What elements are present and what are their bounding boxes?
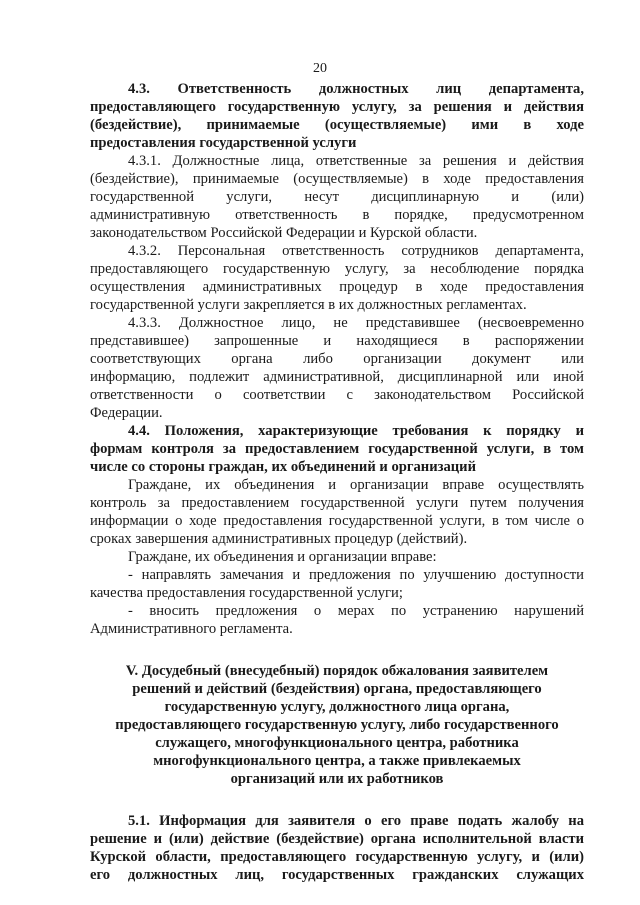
text-line: Граждане, их объединения и организации вправе осуществлять (128, 477, 584, 493)
section-5-1-heading (90, 812, 584, 884)
document-body (90, 80, 584, 884)
text-line: государственную услугу, должностного лица органа, (164, 699, 510, 715)
text-line: ответственности о соответствии с законодательством Российской (90, 387, 584, 403)
text-line: предоставляющего государственную услугу, либо государственного (115, 717, 559, 733)
text-line: 4.3.2. Персональная ответственность сотрудников департамента, (128, 243, 584, 259)
text-line: предоставляющего государственную услугу, за несоблюдение порядка (90, 261, 584, 277)
text-line: 4.3. Ответственность должностных лиц департамента, (128, 81, 584, 97)
text-line: Курской области, предоставляющего государственную услугу, и (или) (90, 849, 584, 865)
text-line: V. Досудебный (внесудебный) порядок обжалования заявителем (125, 663, 549, 679)
text-line: формам контроля за предоставлением государственной услуги, в том (90, 441, 584, 457)
paragraph-4-4-2 (90, 548, 584, 566)
text-line: организаций или их работников (230, 771, 444, 787)
paragraph-4-4-1 (90, 476, 584, 548)
text-line: числе со стороны граждан, их объединений и организаций (90, 459, 477, 475)
list-item (90, 566, 584, 602)
text-line: предоставления государственной услуги (90, 135, 357, 151)
text-line: 4.3.3. Должностное лицо, не представившее (несвоевременно (128, 315, 584, 331)
text-line: сроках завершения административных процедур (действий). (90, 531, 468, 547)
spacer (90, 638, 584, 662)
section-4-4-heading (90, 422, 584, 476)
text-line: - направлять замечания и предложения по улучшению доступности (128, 567, 584, 583)
text-line: представившее) запрошенные и находящиеся в распоряжении (90, 333, 584, 349)
text-line: служащего, многофункционального центра, работника (155, 735, 519, 751)
text-line: контроль за предоставлением государственной услуги путем получения (90, 495, 584, 511)
text-line: государственной услуги, несут дисциплинарную и (или) (90, 189, 584, 205)
paragraph-4-3-3 (90, 314, 584, 422)
text-line: государственной услуги закрепляется в их должностных регламентах. (90, 297, 527, 313)
text-line: Федерации. (90, 405, 163, 421)
text-line: решений и действий (бездействия) органа, предоставляющего (132, 681, 542, 697)
list-item (90, 602, 584, 638)
paragraph-4-3-1 (90, 152, 584, 242)
text-line: предоставляющего государственную услугу, за решения и действия (90, 99, 584, 115)
text-line: соответствующих органа либо организации документ или (90, 351, 584, 367)
page-number: 20 (313, 61, 327, 76)
text-line: его должностных лиц, государственных гражданских служащих (90, 867, 584, 883)
text-line: многофункционального центра, а также привлекаемых (153, 753, 521, 769)
spacer (90, 788, 584, 812)
text-line: качества предоставления государственной услуги; (90, 585, 403, 601)
text-line: законодательством Российской Федерации и Курской области. (90, 225, 478, 241)
text-line: (бездействие), принимаемые (осуществляемые) в ходе предоставления (90, 171, 584, 187)
section-4-3-heading (90, 80, 584, 152)
text-line: Граждане, их объединения и организации вправе: (128, 549, 437, 565)
text-line: административную ответственность в порядке, предусмотренном (90, 207, 584, 223)
text-line: 4.3.1. Должностные лица, ответственные за решения и действия (128, 153, 584, 169)
paragraph-4-3-2 (90, 242, 584, 314)
text-line: информации о ходе предоставления государственной услуги, в том числе о (90, 513, 584, 529)
text-line: информацию, подлежит административной, дисциплинарной или иной (90, 369, 584, 385)
text-line: 5.1. Информация для заявителя о его праве подать жалобу на (128, 813, 584, 829)
text-line: (бездействие), принимаемые (осуществляемые) ими в ходе (90, 117, 584, 133)
text-line: решение и (или) действие (бездействие) органа исполнительной власти (90, 831, 584, 847)
section-5-heading (90, 662, 584, 788)
text-line: осуществления административных процедур в ходе предоставления (90, 279, 584, 295)
text-line: Административного регламента. (90, 621, 293, 637)
text-line: - вносить предложения о мерах по устранению нарушений (128, 603, 584, 619)
text-line: 4.4. Положения, характеризующие требования к порядку и (128, 423, 584, 439)
